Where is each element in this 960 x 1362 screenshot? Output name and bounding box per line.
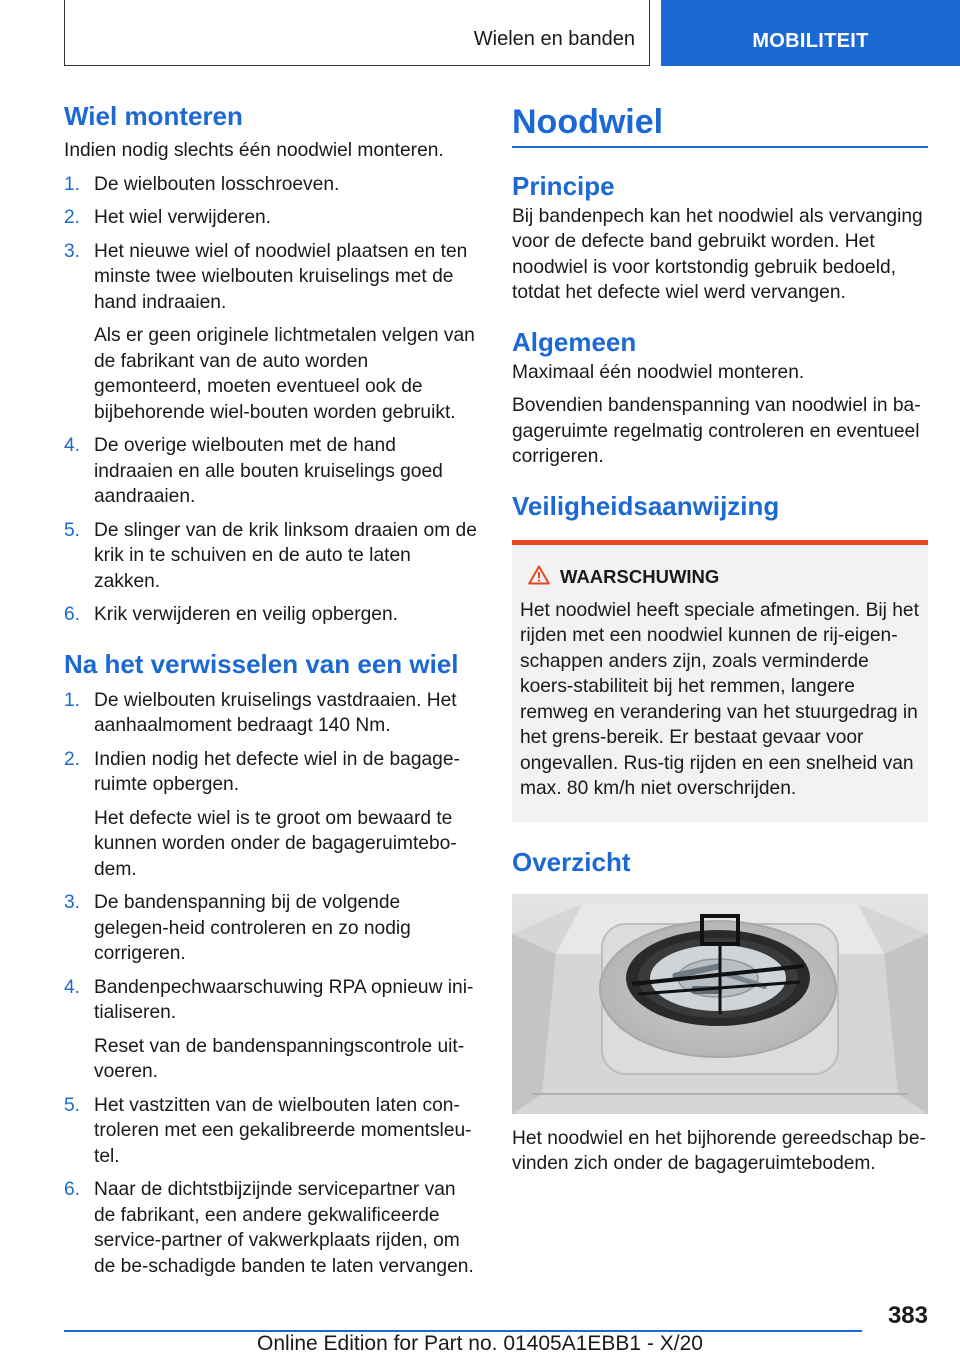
warning-label: WAARSCHUWING: [560, 566, 720, 587]
heading-veiligheid: Veiligheidsaanwijzing: [512, 490, 780, 521]
list-item: 2. Het wiel verwijderen.: [64, 207, 272, 228]
algemeen-text-2: Bovendien bandenspanning van noodwiel in ba-gageruimte regelmatig controleren en eventueel corrigeren.: [512, 395, 921, 467]
photo-caption: Het noodwiel en het bijhorende gereedschap be-vinden zich onder de bagageruimtebodem.: [512, 1127, 926, 1174]
header-section-title: Wielen en banden: [473, 28, 635, 50]
intro-text: Indien nodig slechts één noodwiel monteren.: [64, 140, 444, 161]
algemeen-text-1: Maximaal één noodwiel monteren.: [512, 361, 805, 383]
spare-wheel-photo: [512, 894, 928, 1114]
warning-box: [512, 540, 928, 822]
warning-header: [520, 565, 920, 590]
heading-algemeen: Algemeen: [512, 326, 637, 357]
list-item: 1. De wielbouten kruiselings vastdraaien. Het aanhaalmoment bedraagt 140 Nm.: [64, 689, 457, 736]
list-item: 3. De bandenspanning bij de volgende gelegen-heid controleren en zo nodig corrigeren.: [64, 892, 411, 964]
list-item: 6. Krik verwijderen en veilig opbergen.: [64, 604, 398, 625]
list-item: 1. De wielbouten losschroeven.: [64, 173, 340, 195]
steps-list-mount: [64, 172, 480, 628]
left-column: [64, 100, 480, 1279]
header-chapter-tab: MOBILITEIT: [661, 0, 960, 66]
list-item: 5. Het vastzitten van de wielbouten laten con-troleren met een gekalibreerde momentsleu-tel.: [64, 1094, 472, 1167]
heading-overzicht: Overzicht: [512, 846, 631, 877]
list-item: 2. Indien nodig het defecte wiel in de bagage-ruimte opbergen. Het defecte wiel is te groot om bewaard te kunnen worden onder de bagageruimtebo-dem.: [64, 747, 480, 883]
heading-wiel-monteren: Wiel monteren: [64, 101, 243, 131]
page-number: 383: [887, 1302, 928, 1329]
list-item: 4. De overige wielbouten met de hand indraaien en alle bouten kruiselings goed aandraaien.: [64, 435, 443, 507]
principe-text: Bij bandenpech kan het noodwiel als vervanging voor de defecte band gebruikt worden. Het noodwiel is voor kortstondig gebruik bedoeld, totdat het defecte wiel werd vervangen.: [512, 205, 923, 303]
header-section-box: [64, 0, 650, 66]
footer-edition: Online Edition for Part no. 01405A1EBB1 - X/20: [257, 1332, 703, 1355]
heading-rule: [512, 146, 928, 148]
list-item: 3. Het nieuwe wiel of noodwiel plaatsen en ten minste twee wielbouten kruiselings met de hand indraaien. Als er geen originele lichtmetalen velgen van de fabrikant van de auto worden gemonteerd, moeten eventueel ook de bijbehorende wiel-bouten worden gebruikt.: [64, 239, 480, 426]
heading-principe: Principe: [512, 170, 615, 201]
list-item: 4. Bandenpechwaarschuwing RPA opnieuw ini-tialiseren. Reset van de bandenspanningscontrole uit-voeren.: [64, 975, 480, 1085]
warning-text: Het noodwiel heeft speciale afmetingen. Bij het rijden met een noodwiel kunnen de rij-eigen-schappen anders zijn, zoals verminderde koers-stabiliteit bij het remmen, langere remweg en verandering van het stuurgedrag in het grens-bereik. Er bestaat gevaar voor ongevallen. Rus-tig rijden en een snelheid van max. 80 km/h niet overschrijden.: [520, 599, 919, 799]
heading-noodwiel: Noodwiel: [512, 103, 664, 141]
steps-list-after: [64, 688, 480, 1280]
list-item-note: Reset van de bandenspanningscontrole uit-voeren.: [94, 1035, 465, 1082]
list-item-note: Als er geen originele lichtmetalen velgen van de fabrikant van de auto worden gemonteerd, moeten eventueel ook de bijbehorende wiel-bouten worden gebruikt.: [94, 325, 475, 423]
right-column: [512, 100, 928, 1177]
list-item-note: Het defecte wiel is te groot om bewaard te kunnen worden onder de bagageruimtebo-dem.: [94, 807, 457, 880]
list-item: 5. De slinger van de krik linksom draaien om de krik in te schuiven en de auto te laten zakken.: [64, 519, 477, 592]
heading-na-verwisselen: Na het verwisselen van een wiel: [64, 648, 459, 679]
list-item: 6. Naar de dichtstbijzijnde servicepartner van de fabrikant, een andere gekwalificeerde service-partner of vakwerkplaats rijden, om de be-schadigde banden te laten vervangen.: [64, 1179, 474, 1277]
warning-triangle-icon: [528, 565, 550, 590]
